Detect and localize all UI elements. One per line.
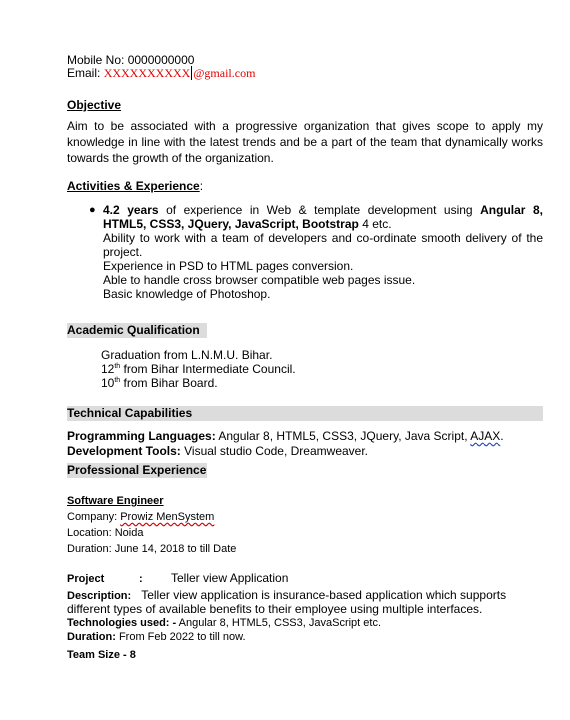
list-item: 12th from Bihar Intermediate Council.: [101, 362, 296, 376]
activities-list: [67, 203, 543, 301]
job-duration: Duration: June 14, 2018 to till Date: [67, 543, 237, 555]
project-block: [67, 572, 543, 662]
programming-line: Programming Languages: Angular 8, HTML5, CSS3, JQuery, Java Script, AJAX.: [67, 429, 504, 443]
job-block: [67, 493, 543, 557]
list-item: 10th from Bihar Board.: [101, 376, 218, 390]
project-line: Project : Teller view Application: [67, 571, 289, 585]
academic-heading: Academic Qualification: [67, 323, 207, 338]
tools-line: Development Tools: Visual studio Code, Dreamweaver.: [67, 444, 369, 458]
job-location: Location: Noida: [67, 527, 144, 539]
activities-heading-row: Activities & Experience:: [67, 179, 204, 193]
email-user: XXXXXXXXXX: [103, 66, 191, 80]
mobile-value: 0000000000: [127, 53, 195, 67]
professional-heading: Professional Experience: [67, 463, 207, 477]
list-item: ● 4.2 years of experience in Web & template development using Angular 8, HTML5, CSS3, JQuery, JavaScript, Bootstrap 4 etc.: [89, 203, 543, 231]
email-line: [67, 67, 543, 80]
list-item: Ability to work with a team of developers and co-ordinate smooth delivery of the project.: [103, 231, 543, 259]
technical-heading: Technical Capabilities: [67, 406, 543, 421]
resume-page: [67, 54, 543, 662]
activities-heading: Activities & Experience: [67, 179, 200, 193]
email-label: Email:: [67, 66, 104, 80]
job-role: Software Engineer: [67, 495, 164, 507]
project-tech: Technologies used: - Angular 8, HTML5, CSS3, JavaScript etc.: [67, 617, 382, 629]
email-domain: @gmail.com: [193, 66, 256, 80]
list-item: Graduation from L.N.M.U. Bihar.: [101, 348, 273, 362]
project-team-size: Team Size - 8: [67, 649, 136, 661]
academic-list: [67, 348, 543, 390]
job-company: Company: Prowiz MenSystem: [67, 511, 215, 523]
project-duration: Duration: From Feb 2022 to till now.: [67, 631, 246, 643]
objective-heading: Objective: [67, 98, 122, 112]
objective-text: Aim to be associated with a progressive organization that gives scope to apply my knowledge in line with the latest trends and be a part of the team that dynamically works towards the growth of the organization.: [67, 119, 543, 165]
list-item: Experience in PSD to HTML pages conversion.: [103, 259, 354, 273]
project-description: Description: Teller view application is insurance-based application which supports different types of available benefits to their employee using multiple interfaces.: [67, 588, 507, 616]
mobile-label: Mobile No:: [67, 53, 128, 67]
list-item: Basic knowledge of Photoshop.: [103, 287, 271, 301]
list-item: Able to handle cross browser compatible web pages issue.: [103, 273, 416, 287]
